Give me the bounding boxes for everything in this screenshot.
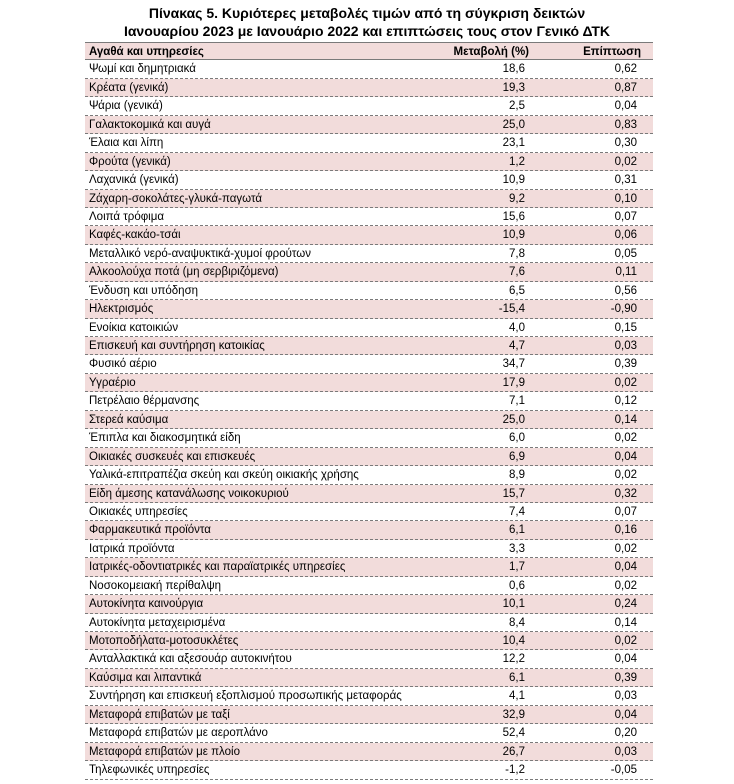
table-row xyxy=(85,60,653,78)
row-change: 4,0 xyxy=(509,321,525,334)
row-change: 10,9 xyxy=(502,174,525,187)
table-row xyxy=(85,577,653,595)
table-row xyxy=(85,540,653,558)
table-row xyxy=(85,392,653,410)
row-impact: 0,31 xyxy=(614,174,637,187)
row-item: Ιατρικές-οδοντιατρικές και παραϊατρικές υπηρεσίες xyxy=(89,561,346,574)
row-impact: -0,05 xyxy=(610,764,637,777)
table-title xyxy=(0,4,734,40)
row-impact: 0,56 xyxy=(614,284,637,297)
table-row xyxy=(85,97,653,115)
row-change: 15,6 xyxy=(502,210,525,223)
row-item: Μεταλλικό νερό-αναψυκτικά-χυμοί φρούτων xyxy=(89,247,311,260)
row-change: 4,7 xyxy=(509,340,525,352)
row-impact: 0,14 xyxy=(614,616,637,629)
row-item: Αυτοκίνητα καινούργια xyxy=(89,598,204,611)
table-title-line-2: Ιανουαρίου 2023 με Ιανουάριο 2022 και επιπτώσεις τους στον Γενικό ΔΤΚ xyxy=(123,23,611,39)
row-item: Επισκευή και συντήρηση κατοικίας xyxy=(89,340,265,352)
row-change: 1,2 xyxy=(509,155,525,168)
row-change: 8,9 xyxy=(509,469,525,482)
table-row xyxy=(85,355,653,373)
row-change: -15,4 xyxy=(498,303,525,316)
row-item: Είδη άμεσης κατανάλωσης νοικοκυριού xyxy=(89,487,289,500)
row-impact: 0,02 xyxy=(614,579,637,592)
row-item: Φρούτα (γενικά) xyxy=(89,155,171,168)
row-item: Ενοίκια κατοικιών xyxy=(89,321,179,334)
row-impact: 0,02 xyxy=(614,155,637,168)
table-row xyxy=(85,595,653,613)
table-row xyxy=(85,245,653,263)
row-impact: 0,07 xyxy=(614,505,637,518)
row-impact: 0,11 xyxy=(615,266,637,279)
row-impact: 0,12 xyxy=(614,395,637,408)
row-item: Κρέατα (γενικά) xyxy=(89,81,169,94)
table-row xyxy=(85,208,653,226)
row-change: 6,9 xyxy=(509,450,525,463)
row-change: 4,1 xyxy=(509,690,525,703)
row-change: 25,0 xyxy=(502,413,525,426)
row-item: Υαλικά-επιτραπέζια σκεύη και σκεύη οικιακής χρήσης xyxy=(89,469,359,482)
row-impact: 0,02 xyxy=(614,542,637,555)
row-impact: 0,03 xyxy=(614,745,637,758)
row-item: Καύσιμα και λιπαντικά xyxy=(89,671,202,684)
row-item: Αλκοολούχα ποτά (μη σερβιριζόμενα) xyxy=(89,266,279,279)
row-impact: 0,07 xyxy=(614,210,637,223)
table-row xyxy=(85,614,653,632)
row-change: 15,7 xyxy=(502,487,525,500)
table-row xyxy=(85,116,653,134)
row-impact: 0,02 xyxy=(614,432,637,445)
row-item: Γαλακτοκομικά και αυγά xyxy=(89,118,211,131)
table-row xyxy=(85,724,653,742)
row-impact: 0,14 xyxy=(614,413,637,426)
row-item: Υγραέριο xyxy=(89,376,136,389)
row-change: 23,1 xyxy=(502,137,525,150)
row-item: Μεταφορά επιβατών με ταξί xyxy=(89,708,230,721)
row-impact: 0,83 xyxy=(614,118,637,131)
row-impact: 0,87 xyxy=(614,81,637,94)
row-change: 7,4 xyxy=(509,505,525,518)
table-row xyxy=(85,485,653,503)
row-impact: 0,24 xyxy=(614,598,637,611)
row-change: 12,2 xyxy=(502,653,525,666)
row-item: Νοσοκομειακή περίθαλψη xyxy=(89,579,222,592)
table-body xyxy=(85,60,653,779)
row-item: Ένδυση και υπόδηση xyxy=(89,284,199,297)
row-item: Οικιακές υπηρεσίες xyxy=(89,505,188,518)
row-item: Καφές-κακάο-τσάι xyxy=(89,229,181,242)
row-impact: 0,03 xyxy=(614,340,637,352)
table-row xyxy=(85,337,653,355)
row-item: Φαρμακευτικά προϊόντα xyxy=(89,524,211,537)
row-item: Λαχανικά (γενικά) xyxy=(89,174,179,187)
row-impact: 0,04 xyxy=(614,653,637,666)
row-impact: 0,15 xyxy=(614,321,637,334)
row-change: 7,8 xyxy=(509,247,525,260)
row-item: Αυτοκίνητα μεταχειρισμένα xyxy=(89,616,226,629)
table-row xyxy=(85,190,653,208)
header-impact: Επίπτωση xyxy=(583,46,641,58)
row-item: Ανταλλακτικά και αξεσουάρ αυτοκινήτου xyxy=(89,653,292,666)
header-item: Αγαθά και υπηρεσίες xyxy=(89,46,204,58)
row-change: 19,3 xyxy=(502,81,525,94)
row-item: Τηλεφωνικές υπηρεσίες xyxy=(89,764,210,777)
row-change: 2,5 xyxy=(509,100,525,113)
row-change: 10,9 xyxy=(502,229,525,242)
row-impact: 0,04 xyxy=(614,100,637,113)
row-change: 17,9 xyxy=(502,376,525,389)
row-impact: 0,10 xyxy=(614,192,637,205)
table-row xyxy=(85,319,653,337)
row-impact: 0,02 xyxy=(614,376,637,389)
row-item: Ηλεκτρισμός xyxy=(89,303,154,316)
table-row xyxy=(85,761,653,779)
table-row xyxy=(85,282,653,300)
row-impact: 0,04 xyxy=(614,561,637,574)
row-impact: 0,04 xyxy=(614,708,637,721)
row-change: 26,7 xyxy=(502,745,525,758)
row-item: Στερεά καύσιμα xyxy=(89,413,169,426)
row-item: Φυσικό αέριο xyxy=(89,358,157,371)
table-header-row xyxy=(85,42,653,60)
table-row xyxy=(85,558,653,576)
row-change: 8,4 xyxy=(509,616,525,629)
row-item: Ψωμί και δημητριακά xyxy=(89,63,196,76)
row-change: 10,4 xyxy=(502,635,525,647)
row-impact: 0,06 xyxy=(614,229,637,242)
row-impact: 0,30 xyxy=(614,137,637,150)
row-change: 6,1 xyxy=(509,524,525,537)
row-impact: -0,90 xyxy=(610,303,637,316)
row-change: 6,0 xyxy=(509,432,525,445)
row-change: 34,7 xyxy=(502,358,525,371)
row-change: 18,6 xyxy=(502,63,525,76)
table-row xyxy=(85,687,653,705)
row-item: Έλαια και λίπη xyxy=(89,137,164,150)
table-row xyxy=(85,300,653,318)
table-row xyxy=(85,171,653,189)
price-changes-table xyxy=(85,42,653,780)
table-row xyxy=(85,411,653,429)
table-row xyxy=(85,263,653,281)
row-impact: 0,05 xyxy=(614,247,637,260)
table-row xyxy=(85,429,653,447)
table-row xyxy=(85,448,653,466)
row-impact: 0,02 xyxy=(614,635,637,647)
table-row xyxy=(85,134,653,152)
row-impact: 0,32 xyxy=(614,487,637,500)
row-item: Ιατρικά προϊόντα xyxy=(89,542,175,555)
table-row xyxy=(85,706,653,724)
row-item: Ψάρια (γενικά) xyxy=(89,100,163,113)
row-change: 7,6 xyxy=(509,266,525,279)
row-item: Οικιακές συσκευές και επισκευές xyxy=(89,450,256,463)
table-title-line-1: Πίνακας 5. Κυριότερες μεταβολές τιμών από τη σύγκριση δεικτών xyxy=(148,5,586,21)
row-item: Μοτοποδήλατα-μοτοσυκλέτες xyxy=(89,635,239,647)
row-change: 6,1 xyxy=(509,671,525,684)
row-item: Μεταφορά επιβατών με πλοίο xyxy=(89,745,240,758)
row-impact: 0,62 xyxy=(614,63,637,76)
table-row xyxy=(85,503,653,521)
table-row xyxy=(85,466,653,484)
row-item: Συντήρηση και επισκευή εξοπλισμού προσωπικής μεταφοράς xyxy=(89,690,402,703)
header-change: Μεταβολή (%) xyxy=(453,46,529,58)
row-item: Έπιπλα και διακοσμητικά είδη xyxy=(89,432,241,445)
table-row xyxy=(85,374,653,392)
row-change: 10,1 xyxy=(502,598,525,611)
row-impact: 0,04 xyxy=(614,450,637,463)
table-row xyxy=(85,669,653,687)
row-change: 7,1 xyxy=(509,395,525,408)
row-item: Πετρέλαιο θέρμανσης xyxy=(89,395,200,408)
row-change: -1,2 xyxy=(505,764,525,777)
row-change: 6,5 xyxy=(509,284,525,297)
row-impact: 0,39 xyxy=(614,671,637,684)
row-change: 0,6 xyxy=(509,579,525,592)
table-row xyxy=(85,153,653,171)
row-impact: 0,02 xyxy=(614,469,637,482)
table-row xyxy=(85,650,653,668)
row-impact: 0,20 xyxy=(614,727,637,740)
row-change: 9,2 xyxy=(509,192,525,205)
row-item: Μεταφορά επιβατών με αεροπλάνο xyxy=(89,727,268,740)
table-row xyxy=(85,743,653,761)
table-row xyxy=(85,632,653,650)
row-impact: 0,39 xyxy=(614,358,637,371)
row-change: 52,4 xyxy=(502,727,525,740)
row-impact: 0,03 xyxy=(614,690,637,703)
row-item: Ζάχαρη-σοκολάτες-γλυκά-παγωτά xyxy=(89,192,262,205)
table-row xyxy=(85,79,653,97)
row-change: 25,0 xyxy=(502,118,525,131)
table-row xyxy=(85,226,653,244)
table-row xyxy=(85,521,653,539)
row-impact: 0,16 xyxy=(614,524,637,537)
row-change: 3,3 xyxy=(509,542,525,555)
row-change: 32,9 xyxy=(502,708,525,721)
row-change: 1,7 xyxy=(509,561,525,574)
row-item: Λοιπά τρόφιμα xyxy=(89,210,165,223)
